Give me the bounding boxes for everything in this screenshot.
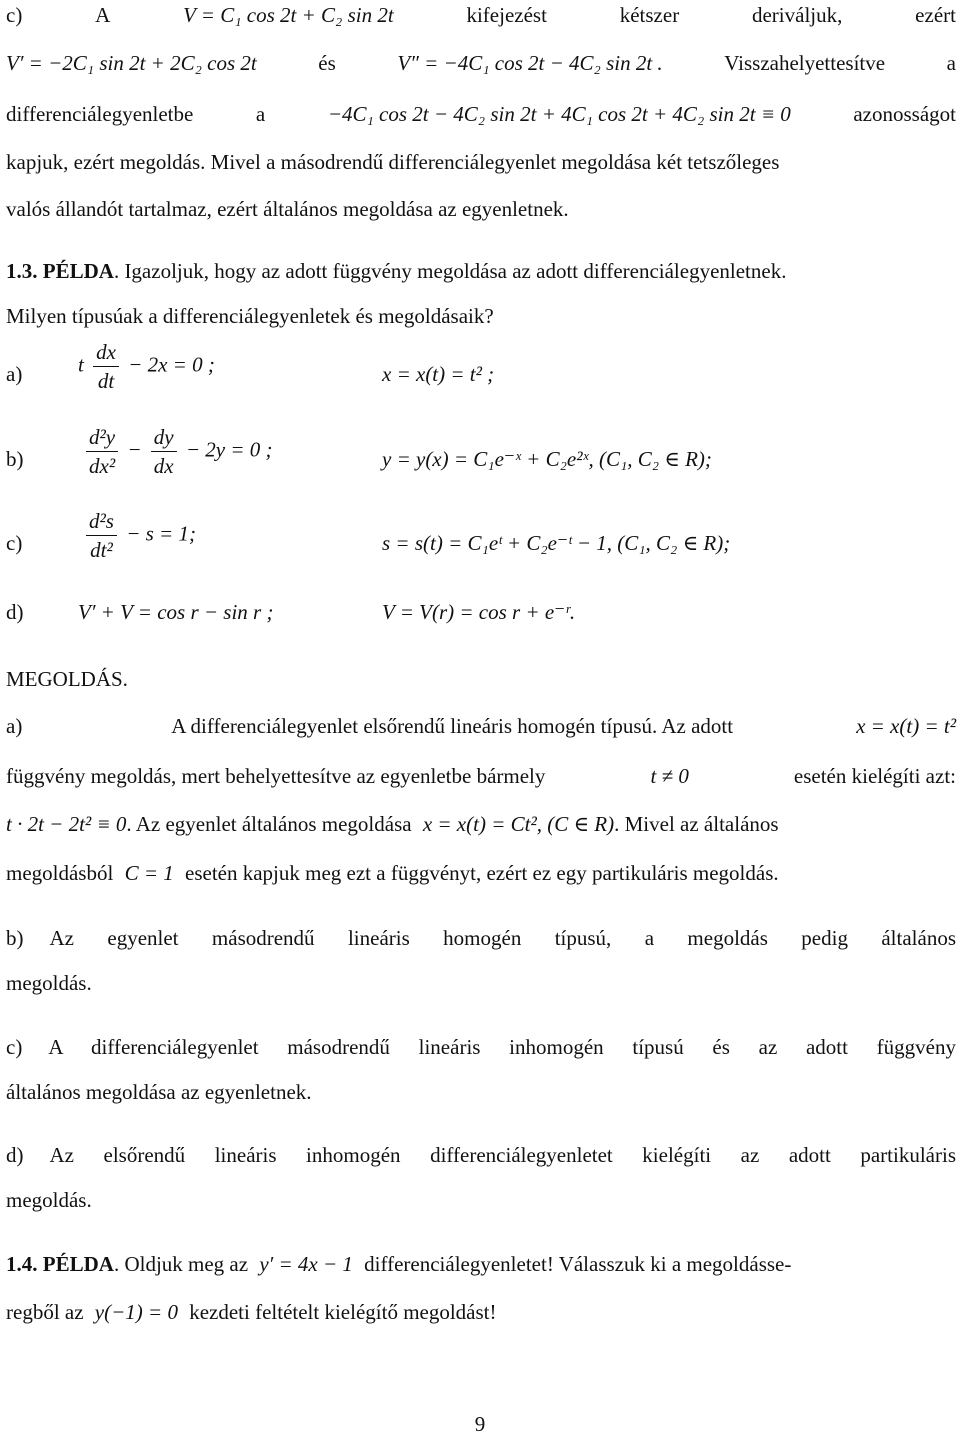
solution-b: y = y(x) = C₁e⁻ˣ + C₂e²ˣ, (C₁, C₂ ∈ R);	[382, 447, 712, 471]
item-label: a)	[6, 362, 23, 386]
sentence: regből az	[6, 1300, 84, 1324]
item-label: d)	[6, 600, 24, 624]
fraction	[93, 340, 119, 393]
word: deriváljuk,	[751, 3, 843, 27]
equation: V′ = −2C₁ sin 2t + 2C₂ cos 2t	[6, 51, 257, 75]
text-line	[6, 1034, 956, 1060]
equation: y′ = 4x − 1	[259, 1252, 353, 1276]
equation-c	[82, 509, 196, 562]
text-line	[6, 713, 956, 739]
symbol: t	[78, 352, 84, 377]
text-line	[6, 1299, 956, 1325]
text-line	[6, 50, 956, 76]
equation: −4C₁ cos 2t − 4C₂ sin 2t + 4C₁ cos 2t + 4C₂ sin 2t ≡ 0	[327, 102, 791, 126]
word: A	[95, 3, 111, 27]
denominator: dx²	[89, 454, 116, 478]
sentence: függvény megoldás, mert behelyettesítve az egyenletbe bármely	[6, 764, 546, 788]
sentence: . Az egyenlet általános megoldása	[126, 812, 412, 836]
text-line: Milyen típusúak a differenciálegyenletek és megoldásaik?	[6, 304, 494, 328]
equation: t ≠ 0	[650, 764, 689, 788]
numerator: dy	[151, 425, 177, 452]
text-line: megoldás.	[6, 971, 92, 995]
text-line	[6, 101, 956, 127]
page-number: 9	[474, 1412, 486, 1436]
word: a	[946, 51, 956, 75]
sentence: differenciálegyenletet! Válasszuk ki a megoldásse-	[364, 1252, 792, 1276]
denominator: dt	[97, 369, 115, 393]
equation-tail: − 2y = 0 ;	[185, 437, 273, 462]
numerator: d²s	[86, 509, 117, 536]
equation: C = 1	[124, 861, 174, 885]
text-line: valós állandót tartalmaz, ezért általános megoldása az egyenletnek.	[6, 197, 569, 221]
equation: x = x(t) = Ct², (C ∈ R)	[422, 812, 615, 836]
example-heading	[6, 258, 956, 284]
text-line	[6, 860, 956, 886]
example-heading	[6, 1251, 956, 1277]
example-label: 1.4. PÉLDA	[6, 1252, 114, 1276]
sentence: kezdeti feltételt kielégítő megoldást!	[189, 1300, 497, 1324]
sentence: A differenciálegyenlet elsőrendű lineáris homogén típusú. Az adott	[171, 714, 734, 738]
word: Visszahelyettesítve	[724, 51, 886, 75]
fraction	[86, 509, 117, 562]
item-label: b)	[6, 447, 24, 471]
word: a	[255, 102, 266, 126]
item-label: c)	[6, 531, 23, 555]
equation-b	[82, 425, 273, 478]
sentence: megoldásból	[6, 861, 114, 885]
word: és	[318, 51, 336, 75]
word: kifejezést	[466, 3, 547, 27]
text-line	[6, 1142, 956, 1168]
fraction	[151, 425, 177, 478]
text-line: általános megoldása az egyenletnek.	[6, 1080, 312, 1104]
equation-tail: − s = 1;	[126, 521, 196, 546]
sentence: Az elsőrendű lineáris inhomogén differenciálegyenletet kielégíti az adott partikuláris	[49, 1143, 956, 1167]
item-label: b)	[6, 926, 24, 950]
sentence: Az egyenlet másodrendű lineáris homogén típusú, a megoldás pedig általános	[49, 926, 956, 950]
equation: x = x(t) = t²	[856, 714, 956, 738]
equation-a	[78, 340, 215, 393]
solution-heading: MEGOLDÁS.	[6, 667, 128, 691]
sentence: . Oldjuk meg az	[113, 1252, 249, 1276]
text-line	[6, 763, 956, 789]
text-line: megoldás.	[6, 1188, 92, 1212]
text-line: kapjuk, ezért megoldás. Mivel a másodrendű differenciálegyenlet megoldása két tetszőleges	[6, 150, 780, 174]
item-label: a)	[6, 714, 23, 738]
example-text: . Igazoljuk, hogy az adott függvény megoldása az adott differenciálegyenletnek.	[113, 259, 787, 283]
numerator: dx	[93, 340, 119, 367]
text-line	[6, 925, 956, 951]
sentence: A differenciálegyenlet másodrendű lineáris inhomogén típusú és az adott függvény	[48, 1035, 956, 1059]
fraction	[86, 425, 118, 478]
operator: −	[127, 437, 142, 462]
word: azonosságot	[853, 102, 956, 126]
equation-d: V′ + V = cos r − sin r ;	[78, 600, 274, 624]
denominator: dx	[153, 454, 174, 478]
example-label: 1.3. PÉLDA	[6, 259, 114, 283]
word: kétszer	[619, 3, 680, 27]
word: ezért	[915, 3, 956, 27]
solution-c: s = s(t) = C₁eᵗ + C₂e⁻ᵗ − 1, (C₁, C₂ ∈ R);	[382, 531, 731, 555]
sentence: . Mivel az általános	[614, 812, 779, 836]
denominator: dt²	[90, 538, 113, 562]
sentence: esetén kapjuk meg ezt a függvényt, ezért ez egy partikuláris megoldás.	[185, 861, 779, 885]
solution-a: x = x(t) = t² ;	[382, 362, 495, 386]
equation: V″ = −4C₁ cos 2t − 4C₂ sin 2t .	[397, 51, 663, 75]
item-label: c)	[6, 3, 23, 27]
solution-d: V = V(r) = cos r + e⁻ʳ.	[382, 600, 576, 624]
text-line	[6, 811, 956, 837]
text-line	[6, 2, 956, 28]
equation: y(−1) = 0	[94, 1300, 178, 1324]
item-label: c)	[6, 1035, 23, 1059]
equation: t · 2t − 2t² ≡ 0	[6, 812, 127, 836]
equation-tail: − 2x = 0 ;	[128, 352, 215, 377]
word: differenciálegyenletbe	[6, 102, 194, 126]
item-label: d)	[6, 1143, 24, 1167]
sentence: esetén kielégíti azt:	[793, 764, 956, 788]
equation: V = C₁ cos 2t + C₂ sin 2t	[183, 3, 394, 27]
numerator: d²y	[86, 425, 118, 452]
